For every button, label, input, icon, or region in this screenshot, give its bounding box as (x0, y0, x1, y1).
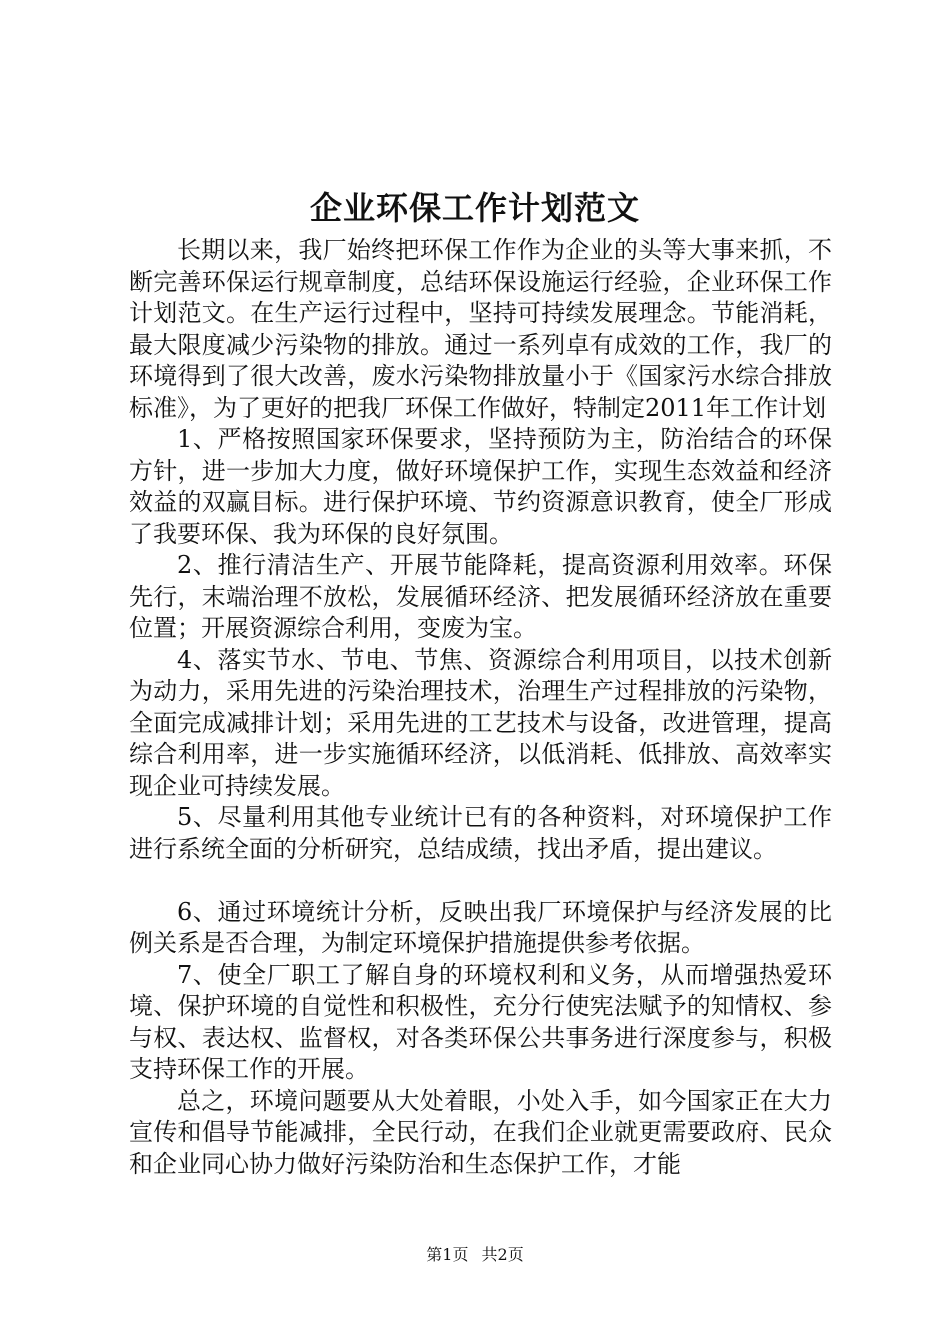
page-footer (0, 1243, 950, 1267)
document-body (129, 235, 832, 1180)
paragraph-item-1: 1、严格按照国家环保要求，坚持预防为主，防治结合的环保方针，进一步加大力度，做好环境保护工作，实现生态效益和经济效益的双赢目标。进行保护环境、节约资源意识教育，使全厂形成了我要环保、我为环保的良好氛围。 (129, 425, 832, 548)
page-number-total: 共2页 (481, 1245, 524, 1264)
paragraph-item-2: 2、推行清洁生产、开展节能降耗，提高资源利用效率。环保先行，末端治理不放松，发展循环经济、把发展循环经济放在重要位置；开展资源综合利用，变废为宝。 (129, 551, 832, 642)
paragraph-item-5: 5、尽量利用其他专业统计已有的各种资料，对环境保护工作进行系统全面的分析研究，总结成绩，找出矛盾，提出建议。 (129, 803, 832, 863)
paragraph-item-6: 6、通过环境统计分析，反映出我厂环境保护与经济发展的比例关系是否合理，为制定环境保护措施提供参考依据。 (129, 897, 832, 957)
paragraph-item-7: 7、使全厂职工了解自身的环境权利和义务，从而增强热爱环境、保护环境的自觉性和积极性，充分行使宪法赋予的知情权、参与权、表达权、监督权，对各类环保公共事务进行深度参与，积极支持环保工作的开展。 (129, 960, 832, 1083)
page-number-current: 第1页 (426, 1245, 469, 1264)
paragraph-item-4: 4、落实节水、节电、节焦、资源综合利用项目，以技术创新为动力，采用先进的污染治理技术，治理生产过程排放的污染物，全面完成减排计划；采用先进的工艺技术与设备，改进管理，提高综合利用率，进一步实施循环经济，以低消耗、低排放、高效率实现企业可持续发展。 (129, 645, 832, 800)
paragraph-intro: 长期以来，我厂始终把环保工作作为企业的头等大事来抓，不断完善环保运行规章制度，总结环保设施运行经验，企业环保工作计划范文。在生产运行过程中，坚持可持续发展理念。节能消耗，最大限度减少污染物的排放。通过一系列卓有成效的工作，我厂的环境得到了很大改善，废水污染物排放量小于《国家污水综合排放标准》，为了更好的把我厂环保工作做好，特制定2011年工作计划 (129, 236, 832, 422)
document-title: 企业环保工作计划范文 (309, 189, 640, 227)
paragraph-conclusion: 总之，环境问题要从大处着眼，小处入手，如今国家正在大力宣传和倡导节能减排，全民行动，在我们企业就更需要政府、民众和企业同心协力做好污染防治和生态保护工作，才能 (129, 1086, 832, 1178)
